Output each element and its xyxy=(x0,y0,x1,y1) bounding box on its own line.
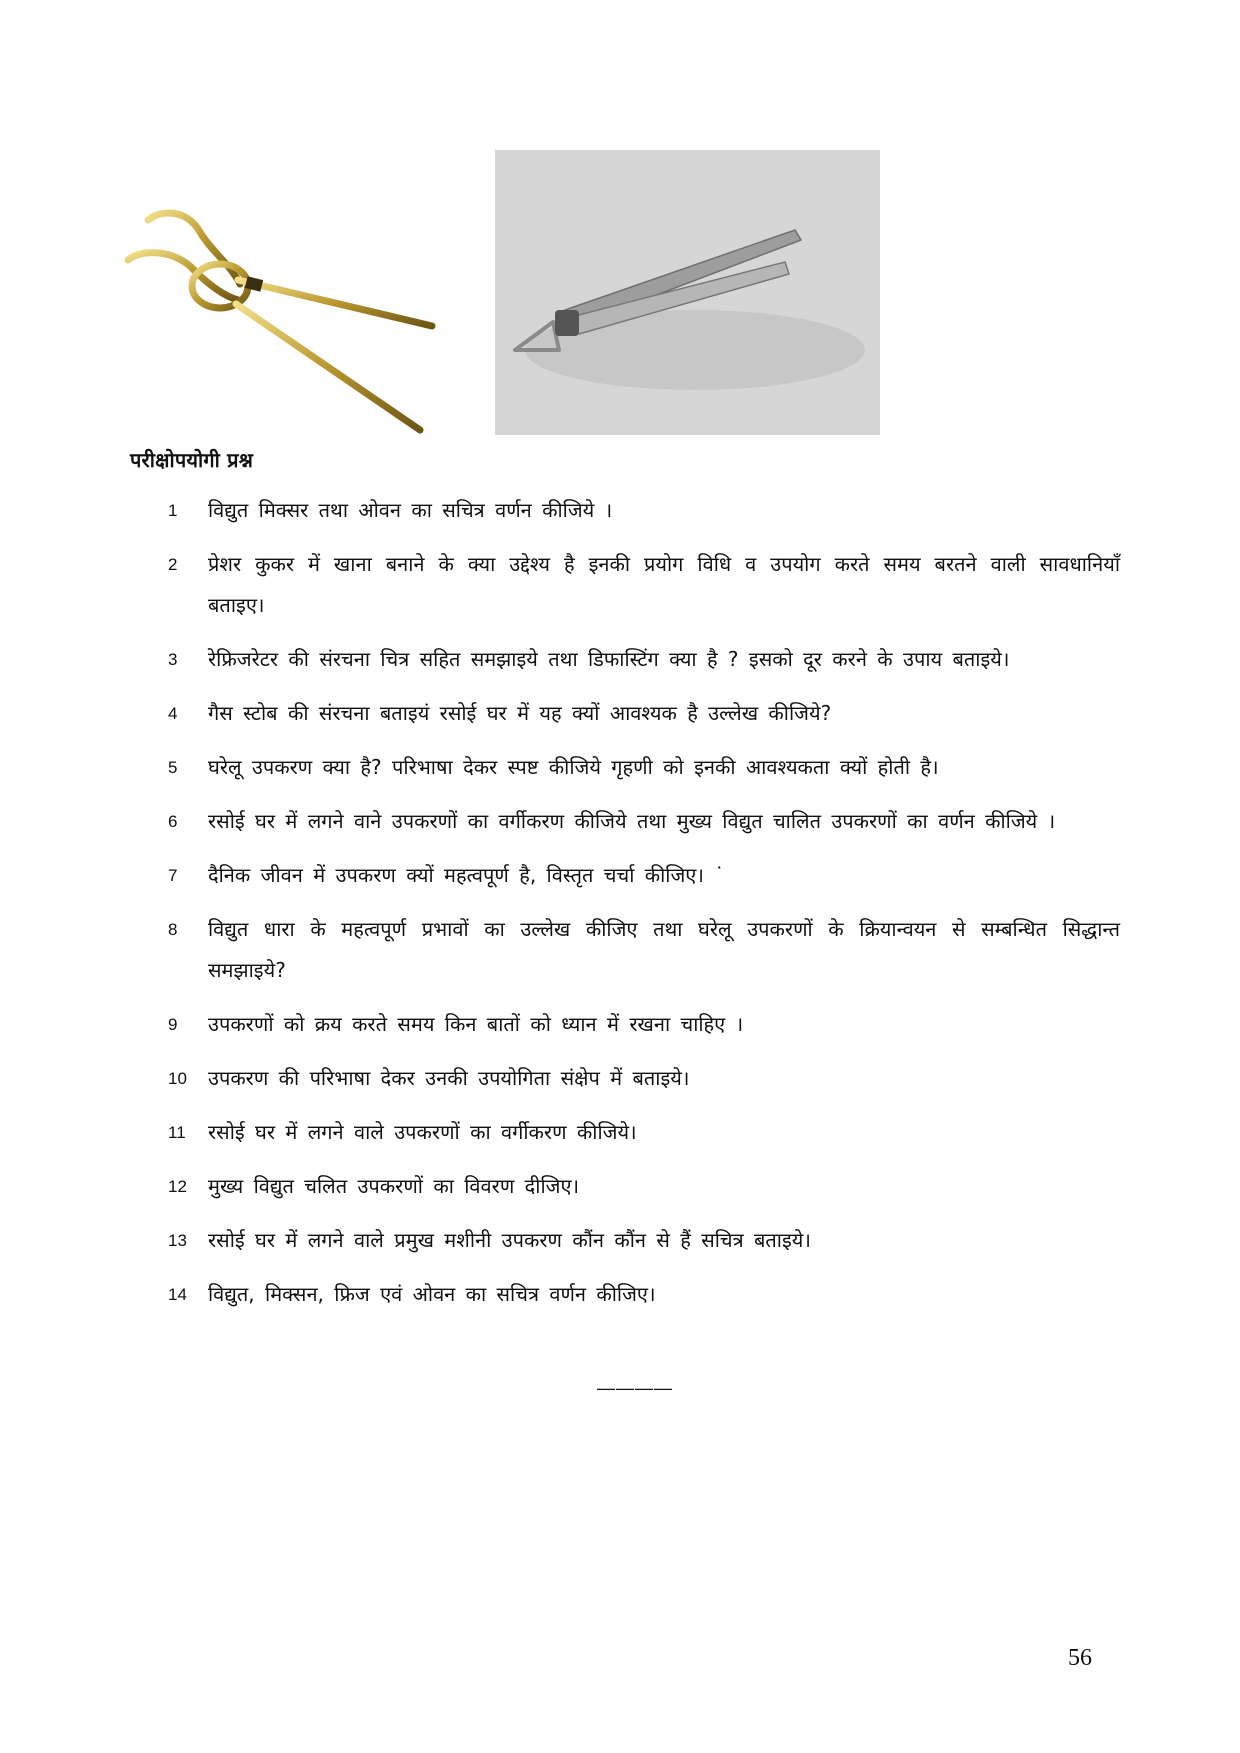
question-number: 12 xyxy=(168,1177,187,1196)
question-number: 8 xyxy=(168,920,178,939)
question-text: घरेलू उपकरण क्या है? परिभाषा देकर स्पष्ट कीजिये गृहणी को इनकी आवश्यकता क्यों होती है। xyxy=(208,755,939,779)
question-text: दैनिक जीवन में उपकरण क्यों महत्वपूर्ण है, विस्तृत चर्चा कीजिए। ˙ xyxy=(208,863,725,887)
question-number: 5 xyxy=(168,758,178,777)
brass-tongs-image xyxy=(120,200,490,440)
figure-row xyxy=(120,150,900,440)
question-text: रसोई घर में लगने वाले उपकरणों का वर्गीकरण कीजिये। xyxy=(208,1120,637,1144)
question-item xyxy=(168,1220,1120,1261)
question-number: 4 xyxy=(168,704,178,723)
question-item xyxy=(168,1004,1120,1045)
question-number: 9 xyxy=(168,1015,178,1034)
end-rule: ———— xyxy=(597,1378,673,1398)
question-list xyxy=(168,490,1120,1328)
question-number: 7 xyxy=(168,866,178,885)
question-item xyxy=(168,490,1120,531)
question-item xyxy=(168,1166,1120,1207)
question-number: 1 xyxy=(168,501,178,520)
question-text: उपकरण की परिभाषा देकर उनकी उपयोगिता संक्षेप में बताइये। xyxy=(208,1066,690,1090)
question-text: विद्युत मिक्सर तथा ओवन का सचित्र वर्णन कीजिये । xyxy=(208,498,613,522)
question-item xyxy=(168,801,1120,842)
question-number: 14 xyxy=(168,1285,187,1304)
question-item xyxy=(168,1112,1120,1153)
question-item xyxy=(168,544,1120,626)
question-number: 6 xyxy=(168,812,178,831)
question-number: 2 xyxy=(168,555,178,574)
question-text: गैस स्टोब की संरचना बताइयं रसोई घर में यह क्यों आवश्यक है उल्लेख कीजिये? xyxy=(208,701,832,725)
steel-tweezer-image xyxy=(495,150,880,435)
question-item xyxy=(168,855,1120,896)
question-text: रसोई घर में लगने वाले प्रमुख मशीनी उपकरण कौंन कौंन से हैं सचित्र बताइये। xyxy=(208,1228,811,1252)
question-item xyxy=(168,747,1120,788)
question-text: मुख्य विद्युत चलित उपकरणों का विवरण दीजिए। xyxy=(208,1174,580,1198)
question-text: रेफ्रिजरेटर की संरचना चित्र सहित समझाइये तथा डिफास्टिंग क्या है ? इसको दूर करने के उपाय बताइये। xyxy=(208,647,1010,671)
question-number: 11 xyxy=(168,1123,186,1142)
question-number: 3 xyxy=(168,650,178,669)
question-item xyxy=(168,1274,1120,1315)
section-heading: परीक्षोपयोगी प्रश्न xyxy=(130,448,254,472)
question-text: विद्युत, मिक्सन, फ्रिज एवं ओवन का सचित्र वर्णन कीजिए। xyxy=(208,1282,656,1306)
question-text: रसोई घर में लगने वाने उपकरणों का वर्गीकरण कीजिये तथा मुख्य विद्युत चालित उपकरणों का वर्णन कीजिये । xyxy=(208,809,1056,833)
question-number: 13 xyxy=(168,1231,187,1250)
question-item xyxy=(168,909,1120,991)
question-item xyxy=(168,693,1120,734)
question-number: 10 xyxy=(168,1069,187,1088)
question-item xyxy=(168,1058,1120,1099)
question-text: उपकरणों को क्रय करते समय किन बातों को ध्यान में रखना चाहिए । xyxy=(208,1012,744,1036)
question-item xyxy=(168,639,1120,680)
question-text: विद्युत धारा के महत्वपूर्ण प्रभावों का उल्लेख कीजिए तथा घरेलू उपकरणों के क्रियान्वयन से सम्बन्धित सिद्धान्त समझाइये? xyxy=(208,917,1120,982)
page-number: 56 xyxy=(1068,1645,1092,1671)
question-text: प्रेशर कुकर में खाना बनाने के क्या उद्देश्य है इनकी प्रयोग विधि व उपयोग करते समय बरतने वाली सावधानियॉं बताइए। xyxy=(208,552,1120,617)
